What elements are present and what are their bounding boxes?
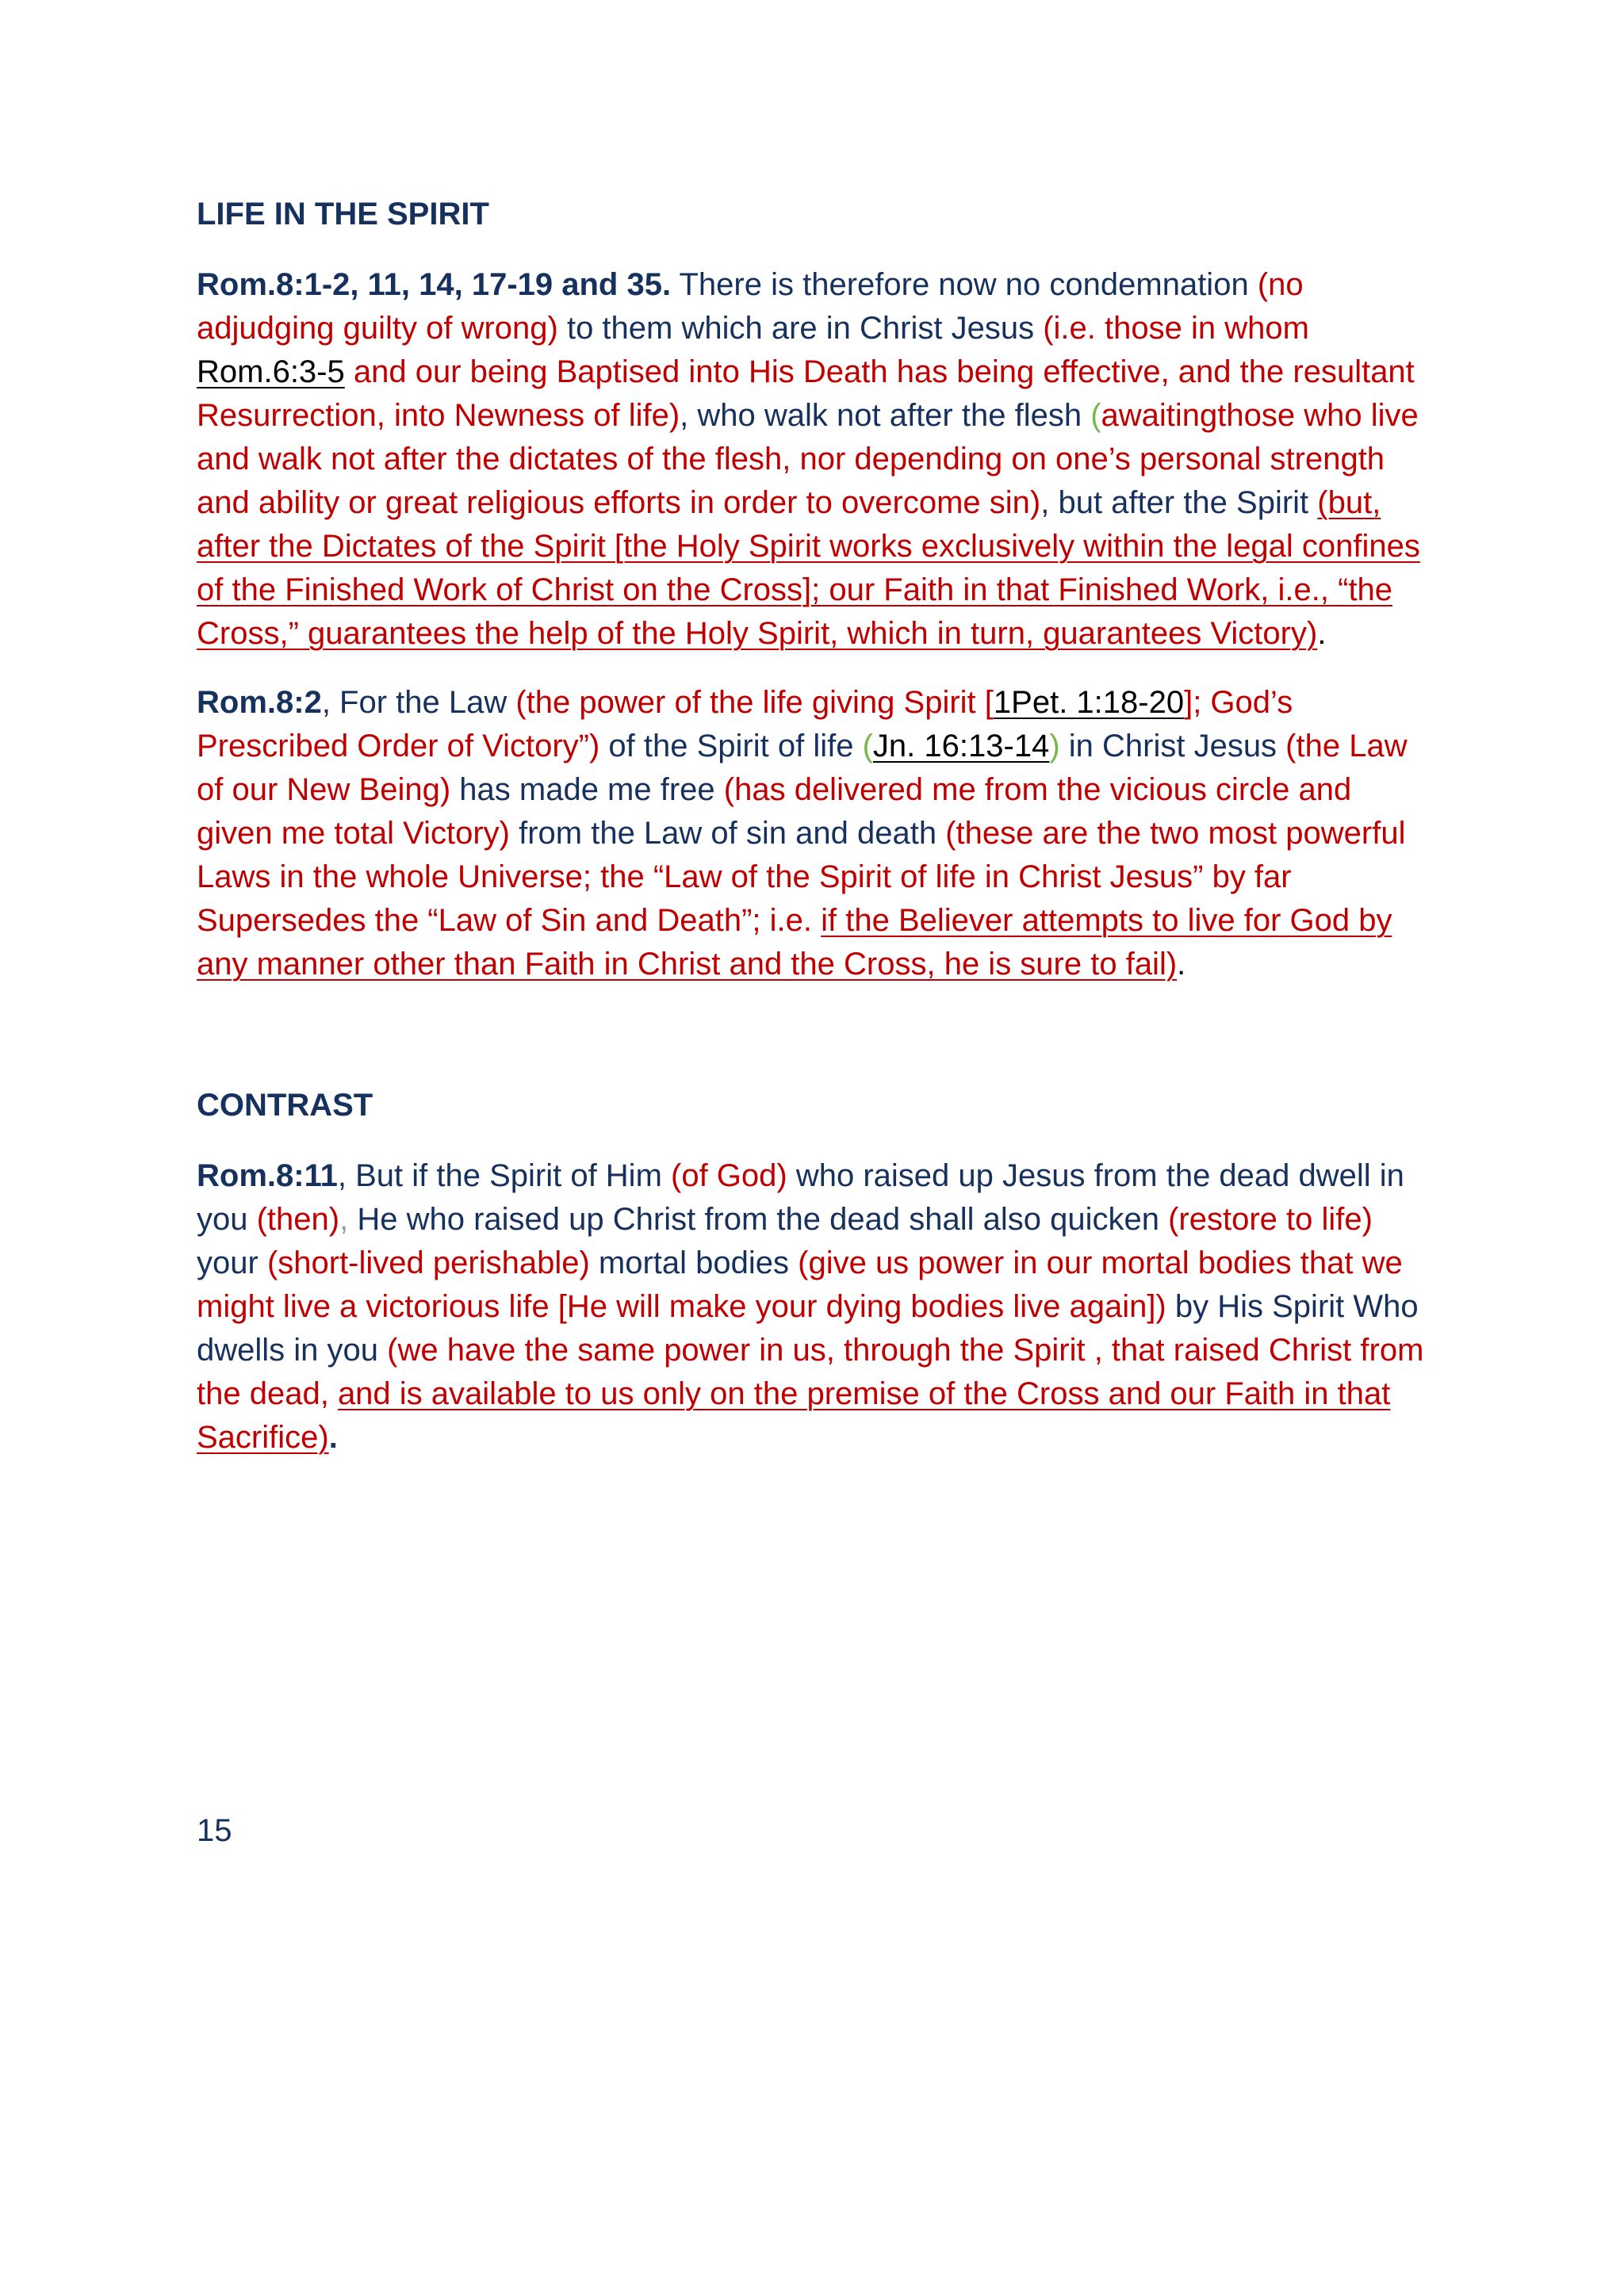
verse-text: has made me free [450,772,724,807]
scripture-reference: Rom.8:1-2, 11, 14, 17-19 and 35. [197,267,672,302]
verse-text: He who raised up Christ from the dead shall also quicken [348,1202,1169,1237]
verse-text: There is therefore now no condemnation [671,267,1258,302]
bracket-mark: ) [1049,729,1060,763]
verse-text: in Christ Jesus [1059,729,1286,763]
punctuation: . [328,1420,338,1455]
commentary-text: and our being Baptised into His Death has being effective, and the resultant Resurrection, into Newness of life) [197,354,1415,433]
section-heading-contrast: CONTRAST [197,1088,373,1123]
verse-text: to them which are in Christ Jesus [557,311,1044,346]
scripture-reference: Rom.8:2 [197,685,322,720]
commentary-underlined-text: if the Believer attempts to live for God by any manner other than Faith in Christ and the Cross, he is sure to fail) [197,903,1392,982]
commentary-text: (we have the same power in us, through the Spirit , that raised Christ from the dead, [197,1333,1424,1411]
section-spacer [197,1012,1434,1081]
paragraph-rom-8-1 [197,263,1434,656]
commentary-text: (i.e. those in whom [1043,311,1309,346]
commentary-text: (no adjudging guilty of wrong) [197,267,1304,346]
commentary-text: (the power of the life giving Spirit [ [515,685,994,720]
verse-text: , but after the Spirit [1040,485,1318,520]
punctuation: , [339,1202,349,1237]
page-number: 15 [197,1813,232,1848]
commentary-text: (restore to life) [1168,1202,1373,1237]
commentary-text: awaitingthose who live and walk not after the dictates of the flesh, nor depending on one’s personal strength and ability or great religious efforts in order to overcome sin) [197,398,1419,520]
bracket-mark: ( [1090,398,1101,433]
verse-text: your [197,1246,267,1280]
commentary-text: (these are the two most powerful Laws in the whole Universe; the “Law of the Spirit of life in Christ Jesus” by far Supersedes the “Law of Sin and Death”; i.e. [197,816,1406,938]
commentary-text: (of God) [671,1158,787,1193]
commentary-underlined-text: and is available to us only on the premise of the Cross and our Faith in that Sacrifice) [197,1376,1391,1455]
verse-text: mortal bodies [589,1246,799,1280]
scripture-reference: Rom.8:11 [197,1158,338,1193]
paragraph-rom-8-11 [197,1154,1434,1460]
commentary-text: (then) [256,1202,340,1237]
section-heading-life-in-the-spirit: LIFE IN THE SPIRIT [197,197,489,232]
paragraph-rom-8-2 [197,681,1434,986]
verse-text: , For the Law [321,685,516,720]
cross-reference-link[interactable]: 1Pet. 1:18-20 [993,685,1185,720]
punctuation: . [1177,947,1186,982]
commentary-underlined-text: (but, after the Dictates of the Spirit [the Holy Spirit works exclusively within the legal confines of the Finished Work of Christ on the Cross]; our Faith in that Finished Work, i.e., “the Cross,” guarantees the help of the Holy Spirit, which in turn, guarantees Victory) [197,485,1420,651]
commentary-text: ]; God’s Prescribed Order of Victory”) [197,685,1293,763]
commentary-text: (short-lived perishable) [266,1246,590,1280]
verse-text: by His Spirit Who dwells in you [197,1289,1419,1368]
document-page [197,190,1434,1485]
cross-reference-link[interactable]: Rom.6:3-5 [197,354,345,389]
commentary-text: (has delivered me from the vicious circle and given me total Victory) [197,772,1352,851]
verse-text: who raised up Jesus from the dead dwell in you [197,1158,1404,1237]
verse-text: , But if the Spirit of Him [337,1158,671,1193]
punctuation: . [1317,616,1327,651]
commentary-text: (give us power in our mortal bodies that we might live a victorious life [He will make your dying bodies live again]) [197,1246,1403,1324]
commentary-text: (the Law of our New Being) [197,729,1408,807]
cross-reference-link[interactable]: Jn. 16:13-14 [872,729,1050,763]
bracket-mark: ( [862,729,873,763]
verse-text: from the Law of sin and death [509,816,946,851]
verse-text: , who walk not after the flesh [680,398,1091,433]
verse-text: of the Spirit of life [599,729,863,763]
